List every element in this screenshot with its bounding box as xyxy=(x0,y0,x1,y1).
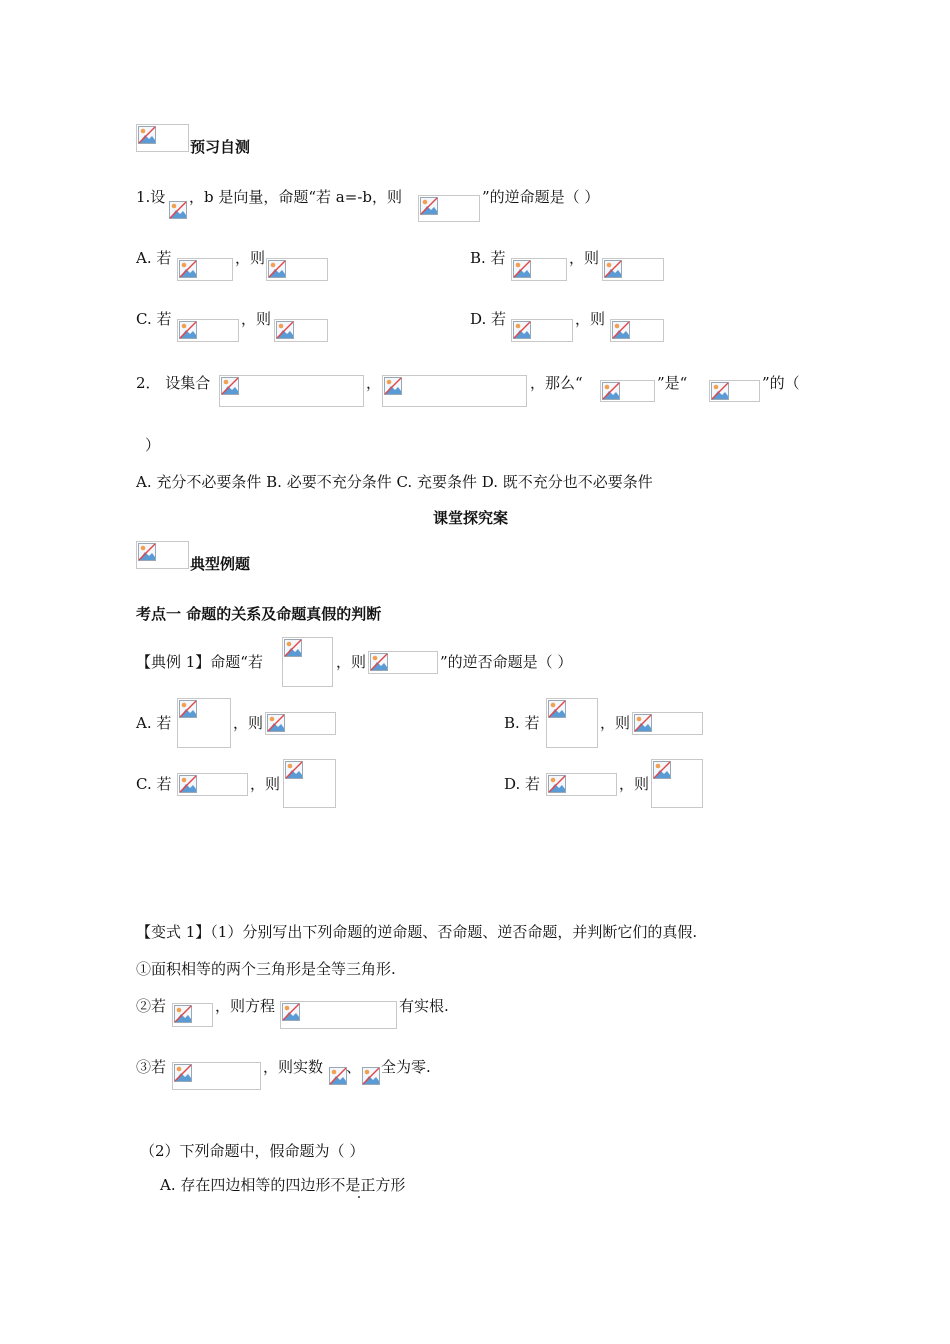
formula-image xyxy=(266,258,328,281)
example1-prefix: 【典例 1】命题“若 xyxy=(136,653,263,671)
formula-image xyxy=(177,319,239,342)
q2-suffix: ”的（ xyxy=(762,374,800,392)
stray-dot xyxy=(358,1196,360,1198)
formula-image xyxy=(602,258,664,281)
topic-heading: 考点一 命题的关系及命题真假的判断 xyxy=(136,605,382,623)
q2-is: ”是“ xyxy=(657,374,688,392)
example1-option-c-then: ，则 xyxy=(250,775,281,793)
formula-image xyxy=(651,759,703,808)
formula-image xyxy=(600,380,655,402)
q1-option-b-label: B. 若 xyxy=(470,249,506,267)
q1-option-a-then: ，则 xyxy=(235,249,266,267)
formula-image xyxy=(282,637,333,687)
variant1-item2-mid: ，则方程 xyxy=(215,997,276,1015)
formula-image xyxy=(418,195,480,222)
formula-image xyxy=(511,258,567,281)
variant1-item3-mid: ，则实数 xyxy=(263,1058,324,1076)
formula-image xyxy=(610,319,664,342)
formula-image xyxy=(177,773,248,796)
q1-middle: ，b 是向量，命题“若 a=-b，则 xyxy=(189,188,402,206)
example1-option-a-label: A. 若 xyxy=(136,714,172,732)
formula-image xyxy=(280,1001,397,1029)
section-heading-examples: 典型例题 xyxy=(190,555,251,573)
section-icon-image xyxy=(136,541,189,569)
section-icon-image xyxy=(136,124,189,152)
variant1-part2-option-a: A. 存在四边相等的四边形不是正方形 xyxy=(160,1176,406,1194)
variant1-intro: 【变式 1】（1）分别写出下列命题的逆命题、否命题、逆否命题，并判断它们的真假. xyxy=(136,923,698,941)
variant1-item3-sep: 、 xyxy=(346,1058,362,1076)
example1-option-d-label: D. 若 xyxy=(504,775,541,793)
formula-image xyxy=(177,258,233,281)
formula-image xyxy=(274,319,328,342)
q2-mid: ，那么“ xyxy=(530,374,583,392)
q1-option-c-label: C. 若 xyxy=(136,310,172,328)
q1-suffix: ”的逆命题是（ ） xyxy=(482,188,600,206)
example1-option-b-label: B. 若 xyxy=(504,714,540,732)
variant1-item1: ①面积相等的两个三角形是全等三角形. xyxy=(136,960,396,978)
variant1-item2-prefix: ②若 xyxy=(136,997,167,1015)
formula-image xyxy=(546,773,617,796)
q1-option-b-then: ，则 xyxy=(569,249,600,267)
variant1-item3-suffix: 全为零. xyxy=(381,1058,431,1076)
formula-image xyxy=(511,319,573,342)
example1-option-d-then: ，则 xyxy=(619,775,650,793)
formula-image xyxy=(709,380,760,402)
formula-image xyxy=(265,712,336,735)
formula-image xyxy=(368,651,438,674)
example1-option-b-then: ，则 xyxy=(600,714,631,732)
variant1-part2: （2）下列命题中，假命题为（ ） xyxy=(140,1142,365,1160)
variant1-item2-suffix: 有实根. xyxy=(399,997,449,1015)
q1-option-a-label: A. 若 xyxy=(136,249,172,267)
q1-option-d-then: ，则 xyxy=(575,310,606,328)
q2-choices: A. 充分不必要条件 B. 必要不充分条件 C. 充要条件 D. 既不充分也不必要条件 xyxy=(136,473,653,491)
formula-image xyxy=(283,759,336,808)
example1-option-c-label: C. 若 xyxy=(136,775,172,793)
formula-image xyxy=(172,1062,261,1090)
formula-image xyxy=(546,698,598,748)
formula-image xyxy=(168,200,188,220)
example1-option-a-then: ，则 xyxy=(233,714,264,732)
q2-close: ） xyxy=(145,436,161,454)
formula-image xyxy=(328,1066,348,1086)
q1-option-c-then: ，则 xyxy=(241,310,272,328)
example1-then: ，则 xyxy=(336,653,367,671)
formula-image xyxy=(177,698,231,748)
section-heading-preview: 预习自测 xyxy=(190,138,251,156)
example1-suffix: ”的逆否命题是（ ） xyxy=(440,653,573,671)
q2-prefix: 2． 设集合 xyxy=(136,374,211,392)
q1-option-d-label: D. 若 xyxy=(470,310,507,328)
q1-prefix: 1.设 xyxy=(136,188,166,206)
variant1-item3-prefix: ③若 xyxy=(136,1058,167,1076)
formula-image xyxy=(382,375,527,407)
formula-image xyxy=(219,375,364,407)
formula-image xyxy=(361,1066,381,1086)
section-heading-class: 课堂探究案 xyxy=(433,509,509,527)
formula-image xyxy=(172,1003,213,1027)
q2-comma: ， xyxy=(366,374,382,392)
formula-image xyxy=(632,712,703,735)
